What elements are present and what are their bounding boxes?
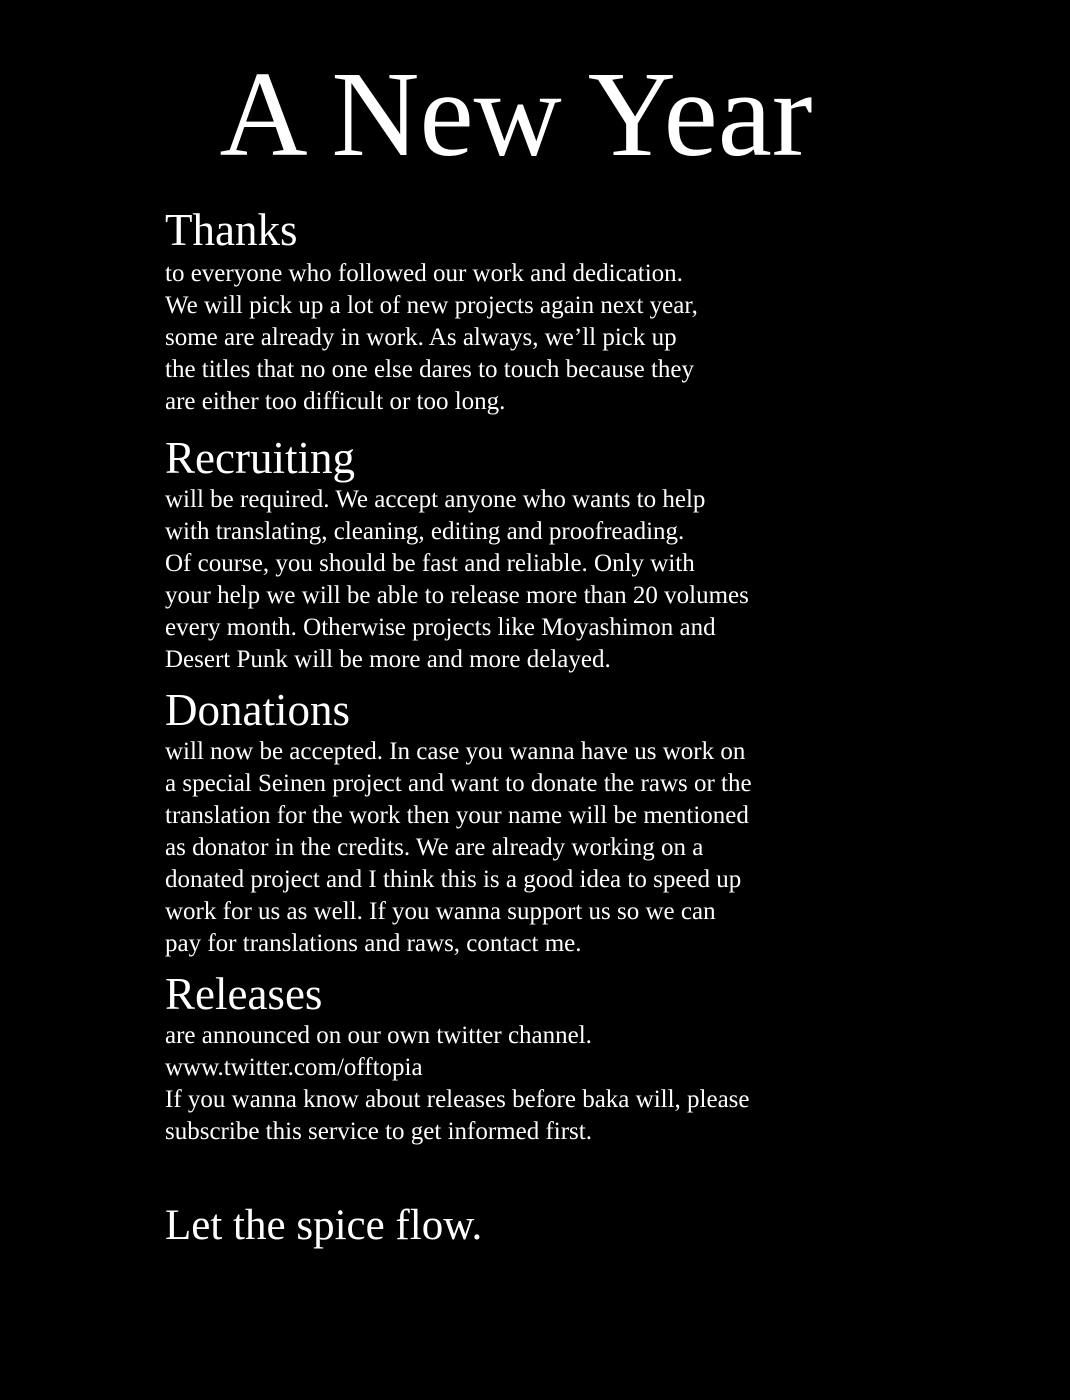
twitter-url: www.twitter.com/offtopia [165,1054,423,1081]
text-line: translation for the work then your name will be mentioned [165,802,749,829]
section-thanks [165,204,865,418]
announcement-body [165,204,865,1148]
text-line: a special Seinen project and want to donate the raws or the [165,770,752,797]
text-line: will now be accepted. In case you wanna have us work on [165,738,746,765]
section-heading: Donations [165,685,350,735]
page-title: A New Year [219,47,813,182]
text-line: pay for translations and raws, contact me. [165,930,582,957]
text-line: every month. Otherwise projects like Moyashimon and [165,614,716,641]
text-line: Desert Punk will be more and more delayed. [165,646,611,673]
text-line: are announced on our own twitter channel. [165,1022,592,1049]
section-heading: Releases [165,969,323,1019]
text-line: will be required. We accept anyone who wants to help [165,486,706,513]
text-line: subscribe this service to get informed first. [165,1118,592,1145]
text-line: Of course, you should be fast and reliable. Only with [165,550,695,577]
text-line: If you wanna know about releases before baka will, please [165,1086,750,1113]
text-line: work for us as well. If you wanna support us so we can [165,898,716,925]
text-line: the titles that no one else dares to touch because they [165,356,694,383]
section-heading: Thanks [165,205,298,255]
text-line: to everyone who followed our work and dedication. [165,260,683,287]
text-line: your help we will be able to release more than 20 volumes [165,582,749,609]
text-line: are either too difficult or too long. [165,388,506,415]
section-recruiting [165,432,865,676]
text-line: We will pick up a lot of new projects again next year, [165,292,698,319]
section-releases [165,968,865,1148]
section-donations [165,684,865,960]
section-heading: Recruiting [165,433,355,483]
closing-line: Let the spice flow. [165,1202,483,1249]
text-line: donated project and I think this is a good idea to speed up [165,866,742,893]
text-line: with translating, cleaning, editing and proofreading. [165,518,685,545]
text-line: as donator in the credits. We are already working on a [165,834,704,861]
text-line: some are already in work. As always, we’ll pick up [165,324,677,351]
